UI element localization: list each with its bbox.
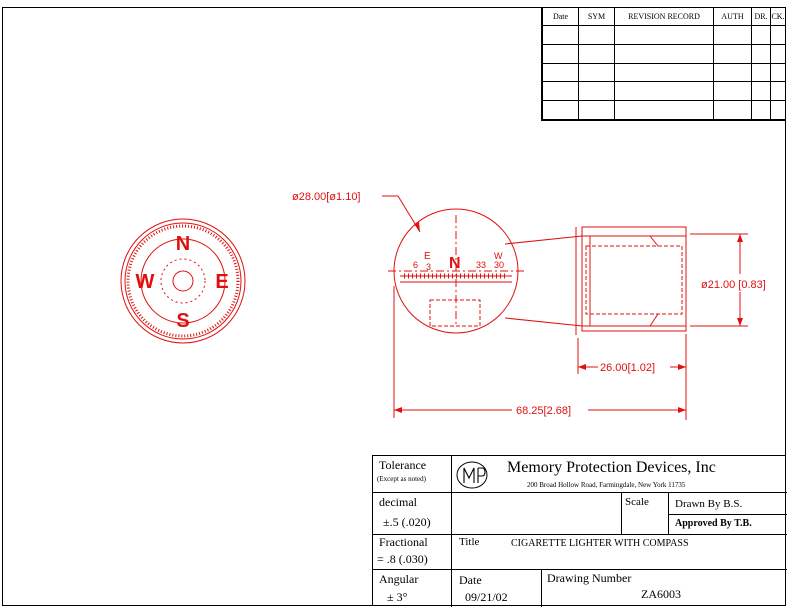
title-label: Title [459, 536, 480, 548]
rev-header-ck: CK. [771, 8, 786, 26]
rev-header-record: REVISION RECORD [615, 8, 714, 26]
title-value: CIGARETTE LIGHTER WITH COMPASS [511, 538, 689, 549]
tolerance-label: Tolerance [379, 458, 427, 472]
window-label: 3 [426, 262, 432, 272]
angular-value: ± 3° [387, 590, 408, 604]
window-label: E [424, 251, 431, 262]
dim-compass-diameter: ø28.00[ø1.10] [292, 191, 361, 203]
approved-by: Approved By T.B. [675, 518, 752, 529]
fractional-value: = .8 (.030) [377, 552, 428, 566]
company-address: 200 Broad Hollow Road, Farmingdale, New York 11735 [527, 481, 686, 489]
cardinal-w: W [135, 271, 155, 293]
date-value: 09/21/02 [465, 590, 508, 604]
scale-label: Scale [625, 496, 649, 508]
tolerance-note: (Except as noted) [377, 475, 426, 483]
dim-body-length: 26.00[1.02] [600, 362, 656, 374]
window-label: W [494, 251, 503, 261]
decimal-value: ±.5 (.020) [383, 515, 431, 529]
rev-header-sym: SYM [579, 8, 615, 26]
drawing-number-value: ZA6003 [641, 587, 681, 601]
dim-body-diameter: ø21.00 [0.83] [701, 279, 766, 291]
rev-header-date: Date [543, 8, 579, 26]
cardinal-e: E [215, 271, 229, 293]
window-label: N [449, 255, 461, 272]
rev-header-auth: AUTH [714, 8, 752, 26]
lighter-body [576, 227, 686, 335]
drawing-number-label: Drawing Number [547, 571, 632, 585]
cardinal-n: N [175, 233, 191, 255]
angular-label: Angular [379, 572, 419, 586]
dimension-lines [382, 196, 748, 420]
cardinal-s: S [176, 310, 190, 332]
date-label: Date [459, 573, 482, 587]
dim-overall-length: 68.25[2.68] [516, 405, 572, 417]
rev-header-dr: DR. [752, 8, 771, 26]
decimal-label: decimal [379, 495, 417, 509]
window-label: 6 [413, 260, 419, 270]
fractional-label: Fractional [379, 535, 428, 549]
company-logo [455, 460, 489, 490]
window-label: 30 [494, 260, 505, 270]
window-label: 33 [476, 260, 487, 270]
company-name: Memory Protection Devices, Inc [507, 459, 716, 476]
title-block [372, 455, 786, 606]
drawn-by: Drawn By B.S. [675, 498, 743, 510]
